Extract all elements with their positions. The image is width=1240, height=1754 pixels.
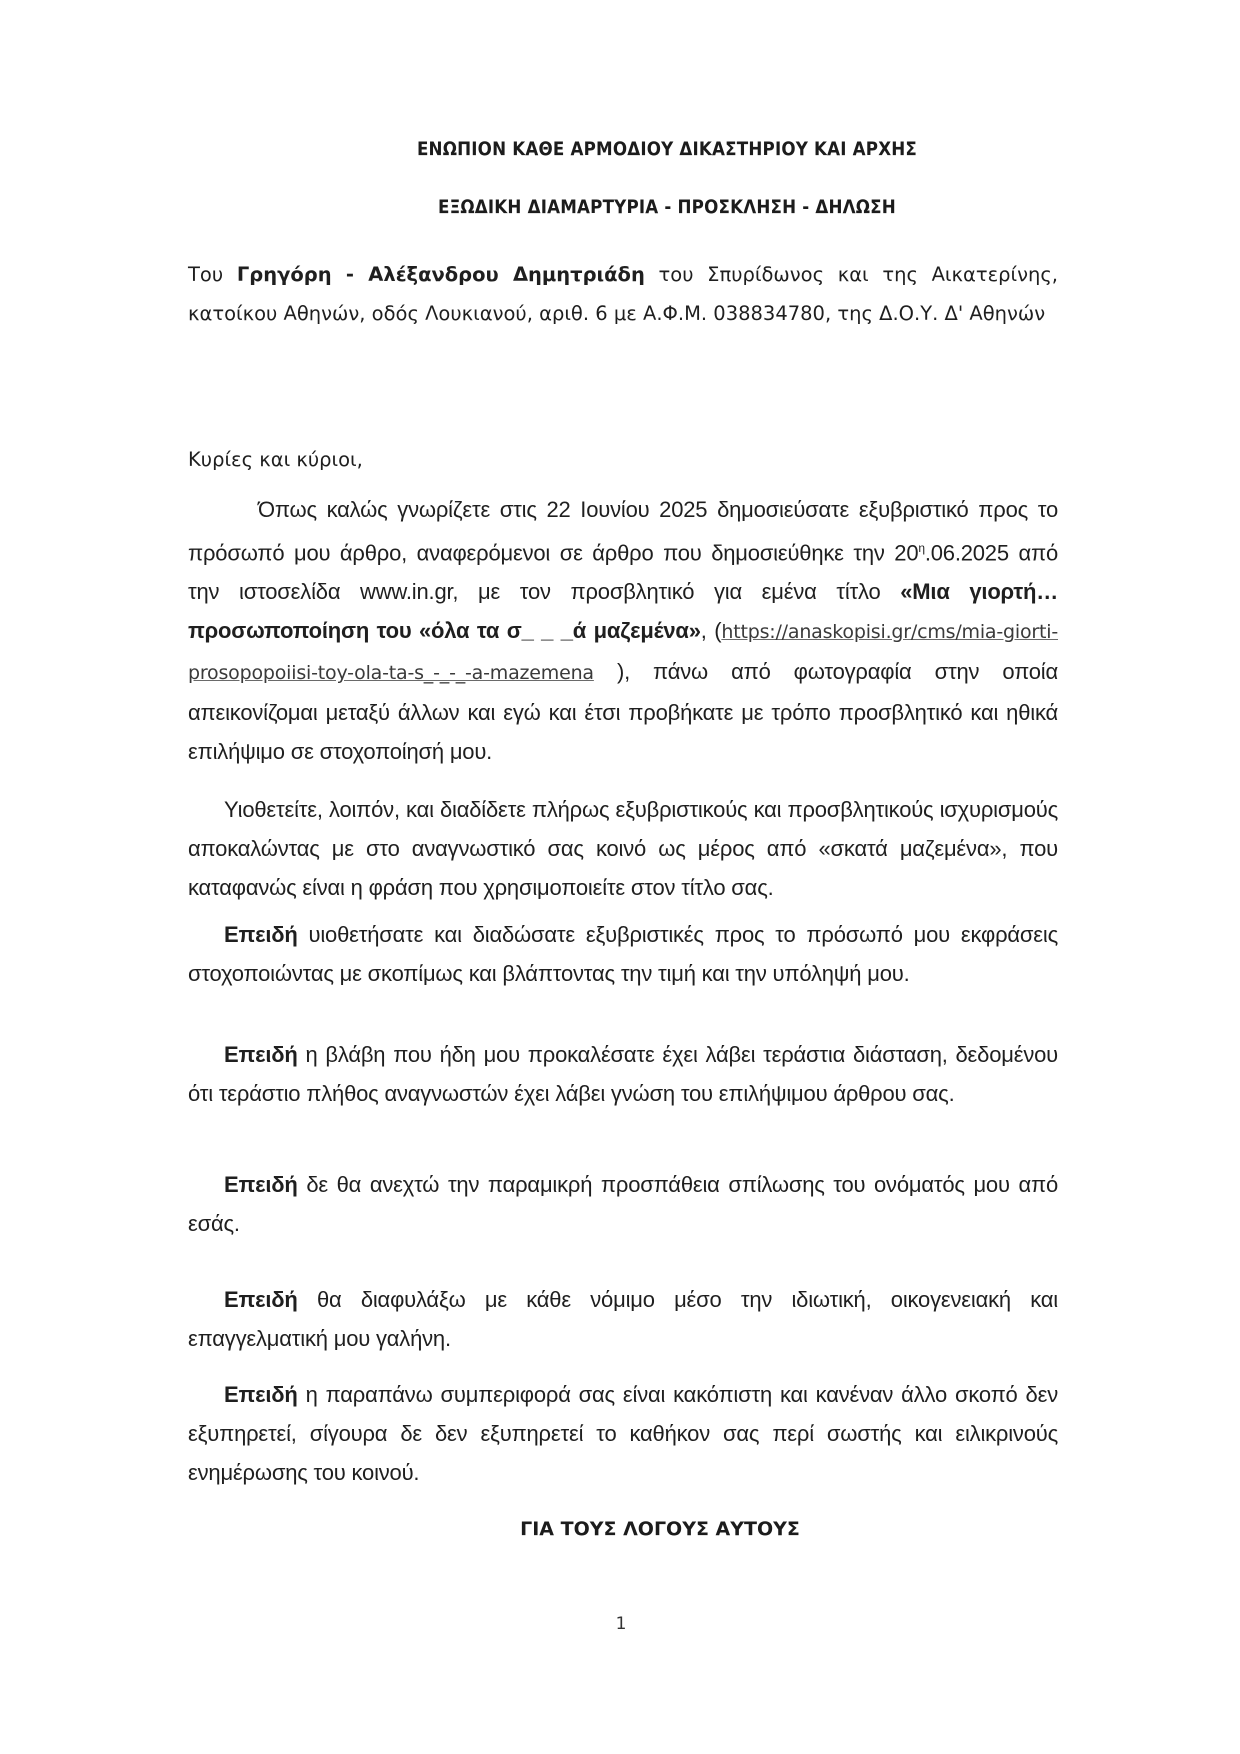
whereas-clause: [188, 915, 1058, 993]
article-link[interactable]: https://anaskopisi.gr/cms/mia-giorti-prosopopoiisi-toy-ola-ta-s_-_-_-a-mazemena: [188, 621, 1058, 685]
intro-text-b: .06.2025 από την ιστοσελίδα www.in.gr, με τον προσβλητικό για εμένα τίτλο: [188, 540, 1059, 605]
whereas-text: η βλάβη που ήδη μου προκαλέσατε έχει λάβει τεράστια διάσταση, δεδομένου ότι τεράστιο πλήθος αναγνωστών έχει λάβει γνώση του επιλήψιμου άρθρου σας.: [188, 1042, 1058, 1106]
sender-name: Γρηγόρη - Αλέξανδρου Δημητριάδη: [236, 263, 645, 286]
intro-text-a: Όπως καλώς γνωρίζετε στις 22 Ιουνίου 2025 δημοσιεύσατε εξυβριστικό προς το πρόσωπό μου άρθρο, αναφερόμενοι σε άρθρο που δημοσιεύθηκε την 20: [188, 497, 1058, 566]
whereas-label: Επειδή: [224, 1042, 298, 1067]
whereas-clause: [188, 1035, 1058, 1113]
sender-block: [188, 255, 1058, 333]
heading-court: ΕΝΩΠΙΟΝ ΚΑΘΕ ΑΡΜΟΔΙΟΥ ΔΙΚΑΣΤΗΡΙΟΥ ΚΑΙ ΑΡΧΗΣ: [416, 138, 918, 160]
whereas-label: Επειδή: [224, 1287, 298, 1312]
whereas-clause: [188, 1375, 1058, 1492]
whereas-label: Επειδή: [224, 1382, 298, 1407]
page-number: 1: [615, 1614, 627, 1634]
paragraph-claims: Υιοθετείτε, λοιπόν, και διαδίδετε πλήρως εξυβριστικούς και προσβλητικούς ισχυρισμούς αποκαλώντας με στο αναγνωστικό σας κοινό ως μέρος από «σκατά μαζεμένα», που καταφανώς είναι η φράση που χρησιμοποιείτε στον τίτλο σας.: [188, 797, 1058, 900]
heading-protest-title: ΕΞΩΔΙΚΗ ΔΙΑΜΑΡΤΥΡΙΑ - ΠΡΟΣΚΛΗΣΗ - ΔΗΛΩΣΗ: [438, 196, 896, 218]
sender-details: του Σπυρίδωνος και της Αικατερίνης, κατοίκου Αθηνών, οδός Λουκιανού, αριθ. 6 με Α.Φ.Μ. 038834780, της Δ.Ο.Υ. Δ' Αθηνών: [188, 263, 1059, 325]
whereas-text: η παραπάνω συμπεριφορά σας είναι κακόπιστη και κανέναν άλλο σκοπό δεν εξυπηρετεί, σίγουρα δε δεν εξυπηρετεί το καθήκον σας περί σωστής και ειλικρινούς ενημέρωσης του κοινού.: [188, 1382, 1058, 1485]
greeting: Κυρίες και κύριοι,: [188, 448, 363, 471]
whereas-text: υιοθετήσατε και διαδώσατε εξυβριστικές προς το πρόσωπό μου εκφράσεις στοχοποιώντας με σκοπίμως και βλάπτοντας την τιμή και την υπόληψή μου.: [188, 922, 1058, 986]
whereas-text: θα διαφυλάξω με κάθε νόμιμο μέσο την ιδιωτική, οικογενειακή και επαγγελματική μου γαλήνη.: [188, 1287, 1058, 1351]
whereas-label: Επειδή: [224, 922, 298, 947]
intro-text-d: ), πάνω από φωτογραφία στην οποία απεικονίζομαι μεταξύ άλλων και εγώ και έτσι προβήκατε με τρόπο προσβλητικό και ηθικά επιλήψιμο σε στοχοποίησή μου.: [188, 659, 1058, 765]
whereas-label: Επειδή: [224, 1172, 298, 1197]
article-title: «Μια γιορτή… προσωποποίηση του «όλα τα σ_ _ _ά μαζεμένα»: [188, 579, 1059, 644]
paragraph-intro: [188, 490, 1058, 771]
intro-superscript: η: [918, 541, 925, 555]
whereas-clause: [188, 1280, 1058, 1358]
whereas-clause: [188, 1165, 1058, 1243]
whereas-text: δε θα ανεχτώ την παραμικρή προσπάθεια σπίλωσης του ονόματός μου από εσάς.: [188, 1172, 1058, 1236]
sender-prefix: Του: [188, 263, 237, 286]
conclusion-heading: ΓΙΑ ΤΟΥΣ ΛΟΓΟΥΣ ΑΥΤΟΥΣ: [520, 1518, 800, 1540]
intro-text-c: , (: [700, 618, 722, 644]
